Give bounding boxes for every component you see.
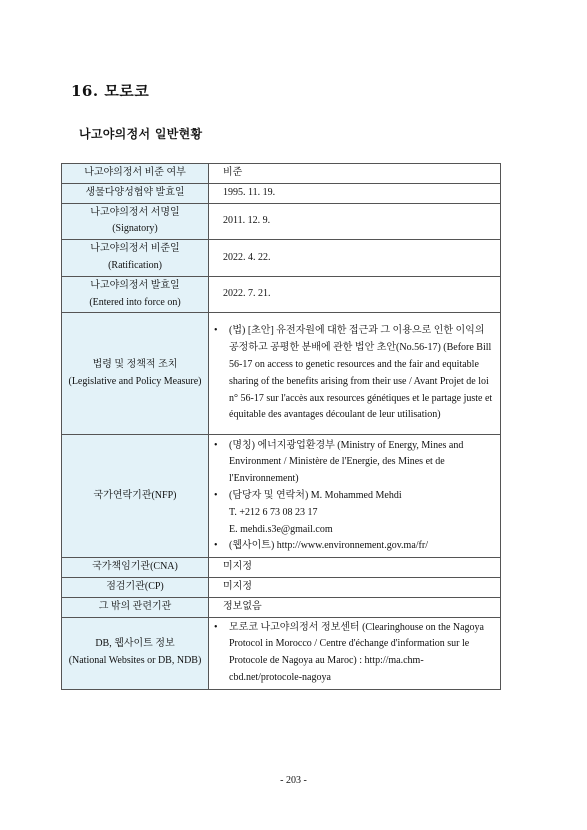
bullet-icon: •: [214, 621, 218, 633]
country-title: 16. 모로코: [71, 82, 150, 100]
row-label: [62, 313, 209, 435]
table-row: [62, 435, 501, 558]
label-english: (Ratification): [108, 259, 162, 271]
row-value: 2011. 12. 9.: [209, 203, 501, 240]
row-value: 비준: [209, 164, 501, 184]
section-title: 나고야의정서 일반현황: [79, 127, 203, 141]
list-item: • (담당자 및 연락처) M. Mohammed Mehdi T. +212 6 73 08 23 17 E. mehdi.s3e@gmail.com: [214, 489, 402, 535]
table-row: [62, 183, 501, 203]
row-value: 미지정: [209, 578, 501, 598]
label-english: (Legislative and Policy Measure): [68, 375, 202, 387]
label-english: (Entered into force on): [89, 296, 181, 308]
table-row: [62, 597, 501, 617]
status-table: [61, 163, 501, 690]
row-label: [62, 276, 209, 313]
row-label: [62, 203, 209, 240]
bullet-icon: •: [214, 439, 218, 451]
row-value: 미지정: [209, 558, 501, 578]
label-korean: DB, 웹사이트 정보: [95, 638, 175, 650]
row-value: 1995. 11. 19.: [209, 183, 501, 203]
table-row: [62, 276, 501, 313]
label-korean: 법령 및 정책적 조치: [92, 359, 178, 371]
contact-email: E. mehdi.s3e@gmail.com: [229, 523, 333, 535]
page-number: - 203 -: [280, 775, 307, 786]
list-item: • (법) [초안] 유전자원에 대한 접근과 그 이용으로 인한 이익의 공정하고 공평한 분배에 관한 법안 초안(No.56-17) (Before Bill 56-17 on access to genetic resources and the fair and equitable sharing of the benefits arising from their use / Avant Projet de loi n° 56-17 sur l'accès aux resources génétiques et le partage juste et équitable des avantages découlant de leur utilisation): [214, 325, 493, 421]
row-value: [209, 313, 501, 435]
row-label: 국가책임기관(CNA): [62, 558, 209, 578]
bullet-list: [213, 620, 494, 687]
list-item: • (웹사이트) http://www.environnement.gov.ma/fr/: [213, 538, 494, 555]
row-label: [62, 617, 209, 689]
bullet-icon: •: [214, 489, 218, 501]
row-label: 그 밖의 관련기관: [62, 597, 209, 617]
row-value: [209, 435, 501, 558]
list-item: • (명칭) 에너지광업환경부 (Ministry of Energy, Mines and Environment / Ministère de l'Energie, des Mines et de l'Environnement): [214, 439, 464, 485]
bullet-icon: •: [214, 325, 218, 337]
table-row: [62, 240, 501, 277]
contact-phone: T. +212 6 73 08 23 17: [229, 506, 318, 518]
label-english: (National Websites or DB, NDB): [68, 655, 202, 667]
table-row: [62, 164, 501, 184]
bullet-icon: •: [214, 540, 218, 552]
table-row: [62, 558, 501, 578]
row-label: 나고야의정서 비준 여부: [62, 164, 209, 184]
row-label: 생물다양성협약 발효일: [62, 183, 209, 203]
label-korean: 나고야의정서 서명일: [90, 206, 180, 218]
row-value: 정보없음: [209, 597, 501, 617]
table-row: [62, 578, 501, 598]
table-row: [62, 313, 501, 435]
row-value: [209, 617, 501, 689]
bullet-list: [213, 438, 494, 556]
bullet-list: [213, 323, 494, 424]
list-item: • 모로코 나고야의정서 정보센터 (Clearinghouse on the Nagoya Protocol in Morocco / Centre d'échange d'information sur le Protocole de Nagoya au Maroc) : http://ma.chm-cbd.net/protocole-nagoya: [214, 621, 484, 684]
label-korean: 나고야의정서 발효일: [90, 279, 180, 291]
label-english: (Signatory): [112, 223, 158, 235]
row-label: 점검기관(CP): [62, 578, 209, 598]
table-row: [62, 617, 501, 689]
row-value: 2022. 4. 22.: [209, 240, 501, 277]
row-value: 2022. 7. 21.: [209, 276, 501, 313]
label-korean: 나고야의정서 비준일: [90, 243, 180, 255]
row-label: 국가연락기관(NFP): [62, 435, 209, 558]
table-row: [62, 203, 501, 240]
row-label: [62, 240, 209, 277]
